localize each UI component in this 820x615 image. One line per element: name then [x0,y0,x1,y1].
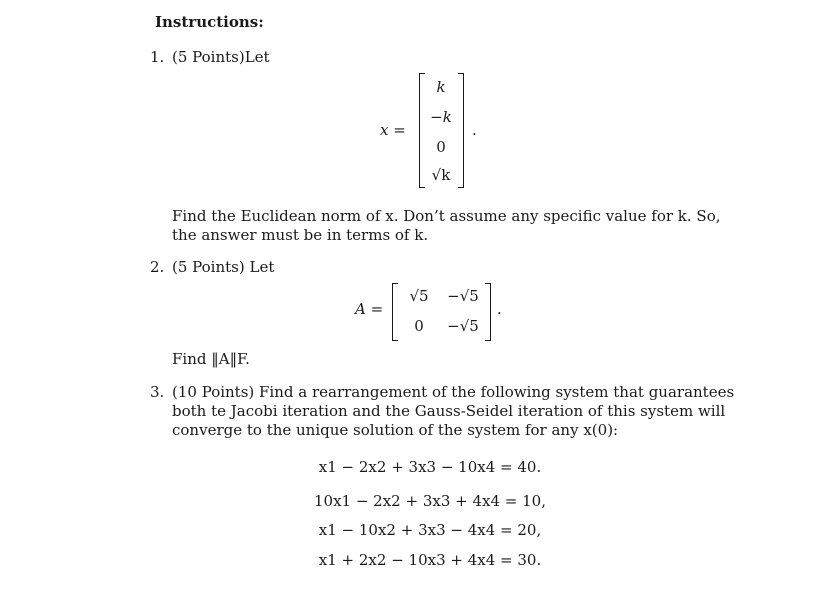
q3-number: 3. [150,383,165,401]
q3-equation: 10x1 − 2x2 + 3x3 + 4x4 = 10, [313,492,546,510]
q1-right-bracket [458,73,464,188]
q2-period: . [497,300,502,318]
q2-lhs: A = [355,300,384,318]
page-heading: Instructions: [155,13,264,31]
q2-matrix-cell: −√5 [447,287,479,305]
q3-equation: x1 − 2x2 + 3x3 − 10x4 = 40. [318,458,542,476]
q1-points: (5 Points)Let [172,48,270,66]
q3-equation: x1 − 10x2 + 3x3 − 4x4 = 20, [318,521,542,539]
q1-body-line: Find the Euclidean norm of x. Don’t assume any specific value for k. So, [172,207,721,225]
q3-body-line: (10 Points) Find a rearrangement of the following system that guarantees [172,383,735,401]
q1-vector-entry: √k [431,166,451,184]
q1-number: 1. [150,48,165,66]
q2-points: (5 Points) Let [172,258,275,276]
q2-number: 2. [150,258,165,276]
q1-body-line: the answer must be in terms of k. [172,226,429,244]
q1-vector-entry: 0 [436,138,446,156]
q2-left-bracket [392,283,398,341]
q3-equation: x1 + 2x2 − 10x3 + 4x4 = 30. [318,551,542,569]
q1-period: . [472,121,477,139]
q2-matrix-cell: 0 [414,317,424,335]
q2-matrix-cell: −√5 [447,317,479,335]
q2-find: Find ‖A‖F. [172,350,250,368]
q1-lhs: x = [380,121,406,139]
q3-body-line: both te Jacobi iteration and the Gauss-Seidel iteration of this system will [172,402,726,420]
q1-vector-entry: k [436,78,446,96]
q2-right-bracket [485,283,491,341]
q3-body-line: converge to the unique solution of the system for any x(0): [172,421,619,439]
q1-vector-entry: −k [430,108,452,126]
q2-matrix-cell: √5 [409,287,429,305]
